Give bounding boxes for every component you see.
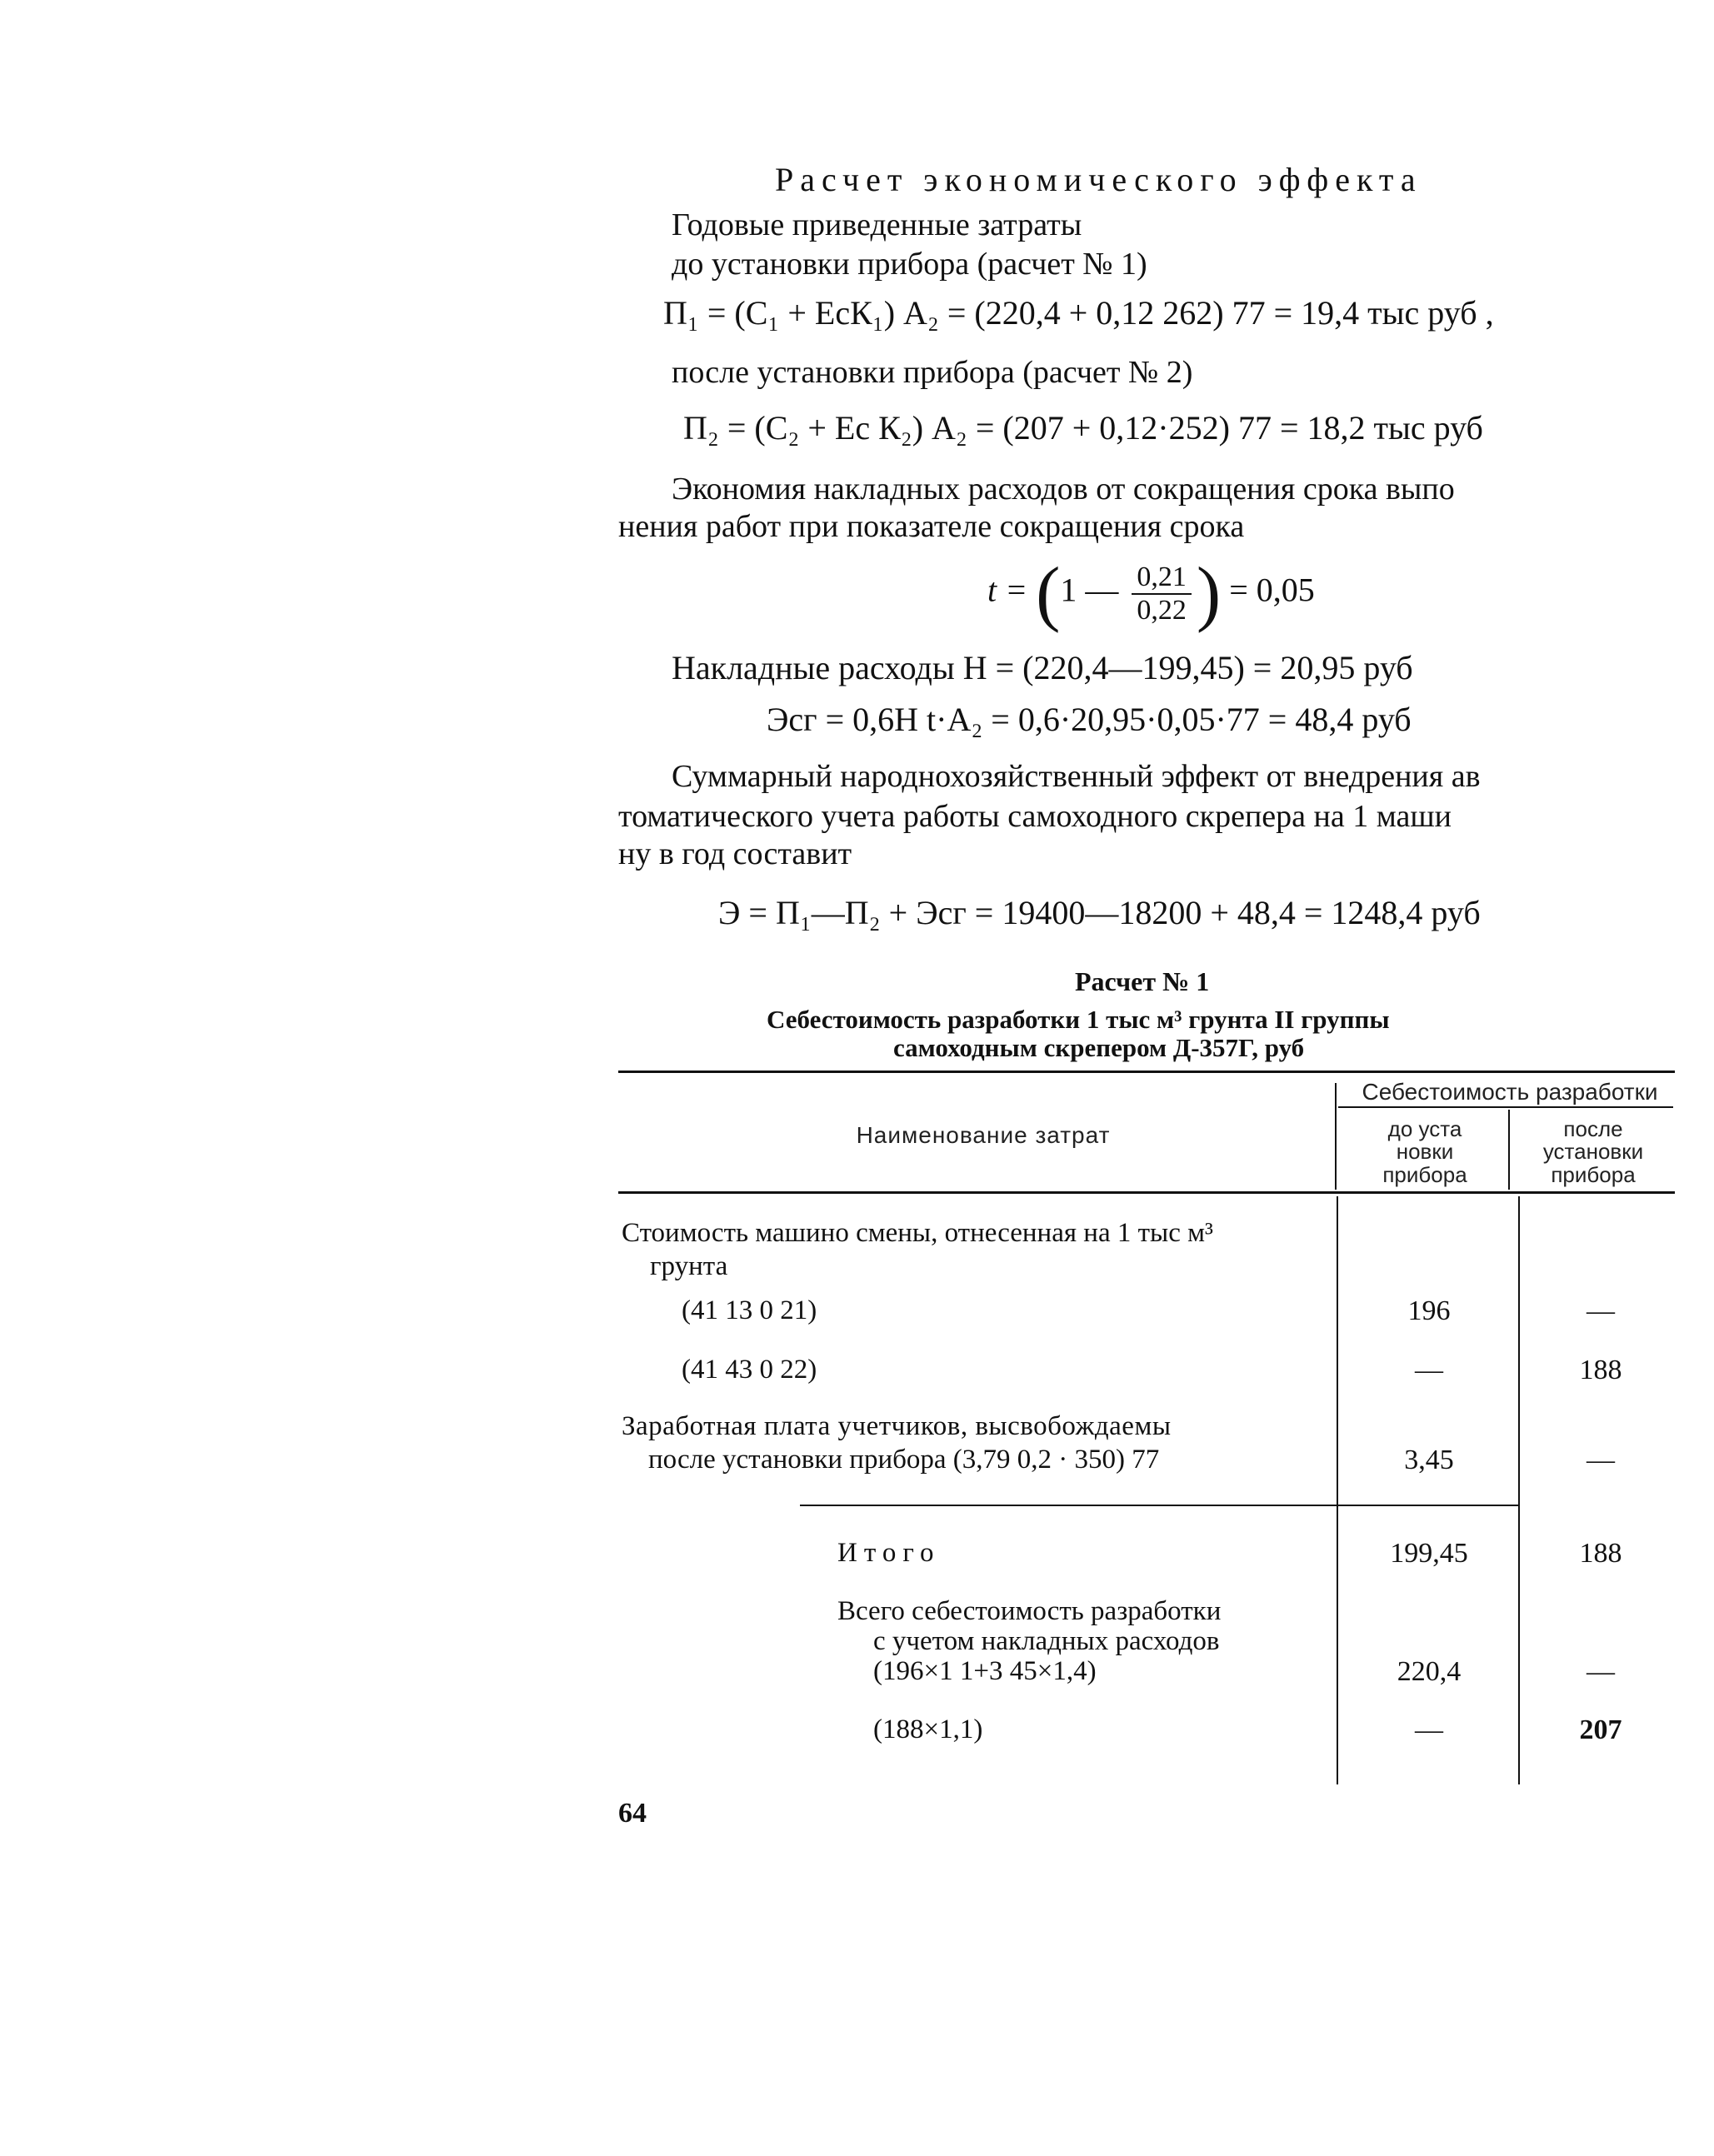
header-after-l2: установки bbox=[1542, 1139, 1644, 1165]
row-last-after: 207 bbox=[1579, 1714, 1622, 1745]
row-vsego-line3: (196×1 1+3 45×1,4) bbox=[873, 1656, 1097, 1686]
row-calc-b: (41 43 0 22) bbox=[682, 1355, 817, 1385]
effect-line3: ну в год составит bbox=[618, 836, 852, 871]
header-before bbox=[1343, 1118, 1507, 1186]
formula-esg: Эсг = 0,6Н t·А₂ = 0,6·20,95·0,05·77 = 48,4 руб bbox=[767, 701, 1412, 738]
formula-p1: П₁ = (С₁ + ЕсК₁) А₂ = (220,4 + 0,12 262) 77 = 19,4 тыс руб , bbox=[663, 294, 1494, 332]
row-itogo: Итого bbox=[837, 1538, 941, 1568]
page-number: 64 bbox=[618, 1798, 647, 1829]
row-wage-line2: после установки прибора (3,79 0,2 · 350) 77 bbox=[648, 1445, 1160, 1475]
table-total-rule bbox=[800, 1505, 1520, 1506]
row-itogo-after: 188 bbox=[1579, 1538, 1622, 1569]
overhead-line: Накладные расходы Н = (220,4—199,45) = 20,95 руб bbox=[672, 649, 1413, 686]
row-vsego-line2: с учетом накладных расходов bbox=[873, 1626, 1220, 1656]
row-calc-b-after: 188 bbox=[1579, 1355, 1622, 1385]
annual-costs-line1: Годовые приведенные затраты bbox=[672, 207, 1082, 242]
row-calc-a-after: — bbox=[1587, 1295, 1615, 1326]
section-heading: Расчет экономического эффекта bbox=[775, 161, 1422, 198]
header-before-l3: прибора bbox=[1382, 1161, 1467, 1187]
header-cost-name: Наименование затрат bbox=[856, 1122, 1111, 1148]
header-before-l2: новки bbox=[1396, 1139, 1454, 1165]
header-after-l1: после bbox=[1563, 1116, 1623, 1141]
calc-title: Расчет № 1 bbox=[1075, 966, 1210, 996]
row-wage-before: 3,45 bbox=[1404, 1445, 1454, 1475]
header-after-l3: прибора bbox=[1551, 1161, 1636, 1187]
table-body-divider-v1 bbox=[1337, 1196, 1338, 1784]
row-vsego-after: — bbox=[1587, 1656, 1615, 1687]
row-last-before: — bbox=[1415, 1714, 1443, 1745]
row-calc-a-before: 196 bbox=[1407, 1295, 1451, 1326]
row-calc-b-before: — bbox=[1415, 1355, 1443, 1385]
row-itogo-before: 199,45 bbox=[1390, 1538, 1468, 1569]
row-machine-line1: Стоимость машино смены, отнесенная на 1 тыс м³ bbox=[622, 1218, 1213, 1248]
formula-p2: П₂ = (С₂ + Ес К₂) А₂ = (207 + 0,12·252) 77 = 18,2 тыс руб bbox=[683, 409, 1483, 447]
header-after bbox=[1512, 1118, 1675, 1186]
row-wage-line1: Заработная плата учетчиков, высвобождаемы bbox=[622, 1411, 1172, 1441]
row-calc-a: (41 13 0 21) bbox=[682, 1295, 817, 1325]
row-wage-after: — bbox=[1587, 1445, 1615, 1475]
row-vsego-line1: Всего себестоимость разработки bbox=[837, 1596, 1222, 1626]
table-caption-line1: Себестоимость разработки 1 тыс м³ грунта II группы bbox=[767, 1005, 1390, 1034]
table-header-divider-v1 bbox=[1335, 1083, 1337, 1190]
effect-line1: Суммарный народнохозяйственный эффект от внедрения ав bbox=[672, 759, 1481, 794]
savings-para-line1: Экономия накладных расходов от сокращения срока выпо bbox=[672, 472, 1455, 507]
fraction: $\frac{0,21}{0,22}$ bbox=[1132, 561, 1192, 626]
formula-t: t = (1 — $\frac{0,21}{0,22}$ ) = 0,05 bbox=[987, 553, 1315, 634]
header-before-l1: до уста bbox=[1387, 1116, 1462, 1141]
row-last-calc: (188×1,1) bbox=[873, 1714, 983, 1744]
row-machine-line2: грунта bbox=[650, 1251, 728, 1281]
table-body-divider-v2 bbox=[1518, 1196, 1520, 1784]
table-header-subrule bbox=[1338, 1106, 1673, 1108]
table-top-rule bbox=[618, 1071, 1675, 1073]
table-header-bottom-rule bbox=[618, 1191, 1675, 1194]
formula-total: Э = П₁—П₂ + Эсг = 19400—18200 + 48,4 = 1248,4 руб bbox=[718, 894, 1481, 931]
table-caption-line2: самоходным скрепером Д-357Г, руб bbox=[893, 1033, 1305, 1062]
annual-costs-line2: до установки прибора (расчет № 1) bbox=[672, 247, 1147, 282]
effect-line2: томатического учета работы самоходного скрепера на 1 маши bbox=[618, 799, 1452, 834]
header-cost-group: Себестоимость разработки bbox=[1362, 1079, 1658, 1105]
row-vsego-before: 220,4 bbox=[1397, 1656, 1462, 1687]
annual-costs-line3: после установки прибора (расчет № 2) bbox=[672, 355, 1193, 390]
savings-para-line2: нения работ при показателе сокращения срока bbox=[618, 509, 1245, 544]
table-header-divider-v2 bbox=[1508, 1110, 1510, 1190]
